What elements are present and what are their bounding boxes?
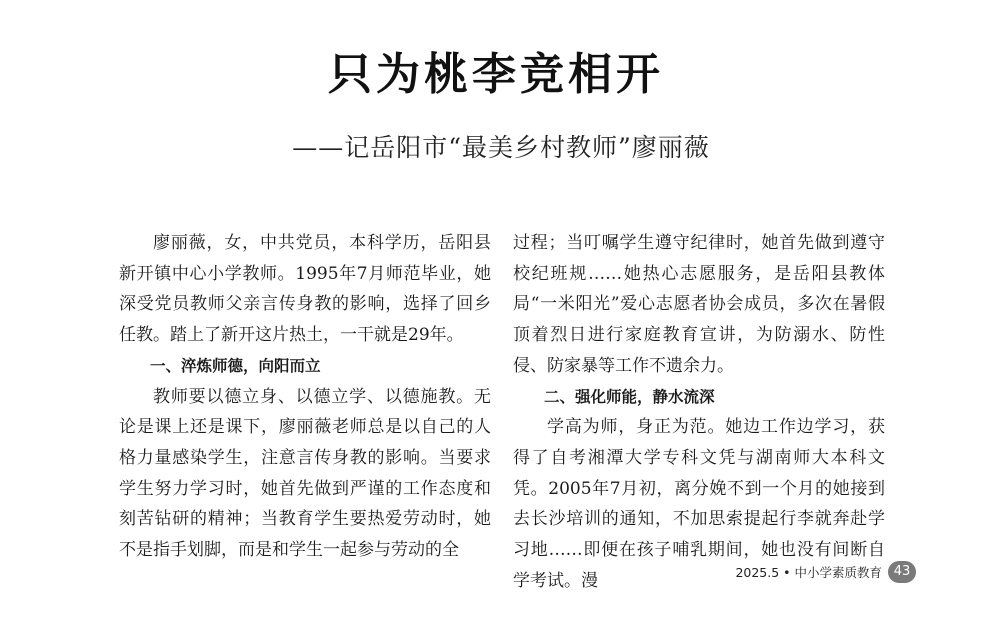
section-1-paragraph: 教师要以德立身、以德立学、以德施教。无论是课上还是课下，廖丽薇老师总是以自己的人格力量感染学生，注意言传身教的影响。当要求学生努力学习时，她首先做到严谨的工作态度和刻苦钻研的精神；当教育学生要热爱劳动时，她不是指手划脚，而是和学生一起参与劳动的全 xyxy=(119,386,491,561)
section-1-heading: 一、淬炼师德，向阳而立 xyxy=(150,356,321,375)
page-footer xyxy=(735,561,916,583)
section-2-heading: 二、强化师能，静水流深 xyxy=(544,387,715,406)
page-number-badge: 43 xyxy=(888,561,916,583)
section-2-paragraph: 学高为师，身正为范。她边工作边学习，获得了自考湘潭大学专科文凭与湖南师大本科文凭。2005年7月初，离分娩不到一个月的她接到去长沙培训的通知，不加思索提起行李就奔赴学习地……即便在孩子哺乳期间，她也没有间断自学考试。漫 xyxy=(513,417,885,591)
right-column xyxy=(513,228,885,596)
issue-label: 2025.5 • 中小学素质教育 xyxy=(735,565,882,580)
continuation-paragraph: 过程；当叮嘱学生遵守纪律时，她首先做到遵守校纪班规……她热心志愿服务，是岳阳县教体局“一米阳光”爱心志愿者协会成员，多次在暑假顶着烈日进行家庭教育宣讲，为防溺水、防性侵、防家暴等工作不遗余力。 xyxy=(513,233,885,376)
intro-paragraph: 廖丽薇，女，中共党员，本科学历，岳阳县新开镇中心小学教师。1995年7月师范毕业，她深受党员教师父亲言传身教的影响，选择了回乡任教。踏上了新开这片热土，一干就是29年。 xyxy=(119,233,491,346)
article-subtitle: ——记岳阳市“最美乡村教师”廖丽薇 xyxy=(292,133,710,162)
article-title: 只为桃李竞相开 xyxy=(328,49,664,100)
left-column xyxy=(119,228,491,566)
